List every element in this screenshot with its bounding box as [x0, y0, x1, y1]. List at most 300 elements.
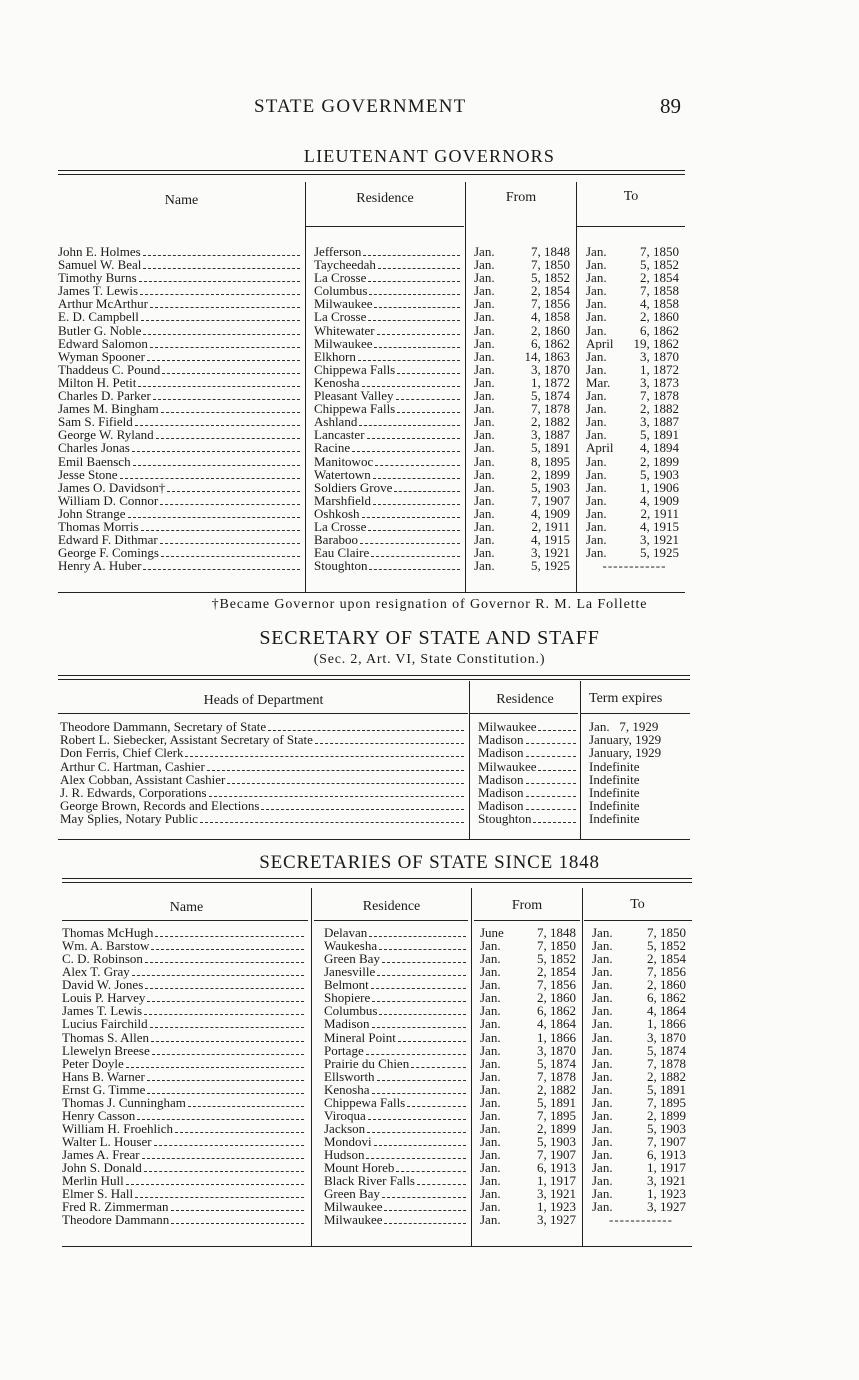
col-header-sec-from: From [511, 898, 543, 913]
from-cell-month: Jan. [480, 1121, 501, 1135]
secretary-staff-table [58, 675, 690, 841]
residence-cell-text: Stoughton [314, 559, 368, 574]
leader-dots [185, 756, 464, 757]
from-cell-month: Jan. [480, 1030, 501, 1044]
to-cell-month: Jan. [586, 284, 607, 298]
to-cell-day-year: 2, 1854 [647, 952, 686, 966]
table-row [58, 441, 685, 454]
from-cell [474, 520, 574, 533]
term-cell: Indefinite [589, 812, 640, 826]
leader-dots [417, 1184, 466, 1185]
name-cell-text: Lucius Fairchild [62, 1017, 148, 1032]
to-cell-month: Jan. [586, 506, 607, 520]
residence-cell-text: Prairie du Chien [324, 1056, 410, 1071]
to-cell [586, 441, 683, 454]
leader-dots [144, 1014, 304, 1015]
from-cell-day-year: 5, 1903 [531, 480, 570, 494]
name-cell-text: David W. Jones [62, 978, 144, 993]
table-row [62, 952, 692, 965]
leader-dots [394, 491, 460, 492]
table-row [62, 1148, 692, 1161]
from-cell-day-year: 7, 1907 [531, 493, 570, 507]
leader-dots [397, 373, 460, 374]
leader-dots [368, 320, 460, 321]
leader-dots [160, 543, 300, 544]
to-cell-day-year: 2, 1882 [640, 402, 679, 416]
from-cell-day-year: 1, 1872 [531, 375, 570, 390]
col-header-residence: Residence [356, 191, 414, 206]
to-cell-month: Jan. [592, 1135, 613, 1149]
to-cell [586, 520, 683, 533]
from-cell-day-year: 7, 1907 [537, 1148, 576, 1162]
table-row [58, 324, 685, 337]
residence-cell-text: Shopiere [324, 991, 371, 1006]
residence-cell-text: Columbus [314, 284, 368, 299]
leader-dots [372, 1093, 467, 1094]
name-cell-text: John E. Holmes [58, 245, 141, 259]
leader-dots [411, 1067, 466, 1068]
to-cell-day-year: 5, 1903 [647, 1121, 686, 1135]
to-cell [592, 1200, 690, 1213]
name-cell-text: Ernst G. Timme [62, 1082, 146, 1097]
from-cell [474, 494, 574, 507]
table-row [58, 559, 685, 572]
table-row [58, 245, 685, 258]
leader-dots [132, 975, 304, 976]
from-cell-month: Jan. [474, 336, 495, 350]
residence-cell-text: Soldiers Grove [314, 480, 393, 495]
table-row [58, 428, 685, 441]
leader-dots [175, 1132, 304, 1133]
from-cell [480, 965, 580, 978]
from-cell-month: June [480, 926, 504, 940]
to-cell-day-year: 5, 1891 [647, 1082, 686, 1096]
from-cell-day-year: 2, 1899 [537, 1121, 576, 1135]
to-cell [592, 1148, 690, 1161]
from-cell [480, 1017, 580, 1030]
name-cell-text: George W. Ryland [58, 428, 154, 443]
leader-dots [161, 556, 300, 557]
to-cell-month: Jan. [586, 493, 607, 507]
from-cell [480, 1109, 580, 1122]
leader-dots [397, 412, 460, 413]
secretaries-table [62, 878, 692, 1248]
from-cell [480, 1122, 580, 1135]
from-cell-month: Jan. [480, 1043, 501, 1057]
table-row [58, 271, 685, 284]
leader-dots [375, 465, 460, 466]
leader-dots [142, 1158, 304, 1159]
from-cell-month: Jan. [480, 991, 501, 1005]
residence-cell-text: Madison [478, 799, 524, 814]
from-cell-day-year: 6, 1862 [531, 336, 570, 350]
department-cell-text: May Splies, Notary Public [60, 812, 198, 827]
residence-cell-text: Jackson [324, 1121, 366, 1136]
table-row [62, 1122, 692, 1135]
to-cell-month: Jan. [592, 1148, 613, 1162]
from-cell-month: Jan. [474, 389, 495, 403]
to-cell [592, 1096, 690, 1109]
leader-dots [154, 1145, 304, 1146]
leader-dots [133, 465, 300, 466]
table-row [58, 337, 685, 350]
name-cell-text: James T. Lewis [58, 284, 139, 299]
to-cell [586, 494, 683, 507]
from-cell [474, 350, 574, 363]
leader-dots [161, 412, 300, 413]
to-cell [592, 926, 690, 939]
name-cell-text: Henry A. Huber [58, 559, 142, 574]
to-cell-month: Jan. [592, 978, 613, 992]
name-cell-text: James O. Davidson† [58, 480, 166, 495]
residence-cell-text: Stoughton [478, 812, 532, 827]
from-cell [480, 1213, 580, 1226]
from-cell-day-year: 3, 1870 [531, 362, 570, 376]
leader-dots [372, 1027, 467, 1028]
from-cell-day-year: 6, 1862 [537, 1004, 576, 1018]
table-row [62, 1070, 692, 1083]
leader-dots [126, 1184, 304, 1185]
from-cell [480, 1161, 580, 1174]
to-cell-day-year: 7, 1850 [647, 926, 686, 940]
table-row [58, 533, 685, 546]
from-cell-month: Jan. [474, 284, 495, 298]
residence-cell-text: Milwaukee [478, 759, 537, 774]
to-cell [592, 1187, 690, 1200]
from-cell [474, 376, 574, 389]
from-cell [480, 1174, 580, 1187]
from-cell [480, 1096, 580, 1109]
from-cell-day-year: 5, 1925 [531, 559, 570, 573]
from-cell-month: Jan. [480, 1069, 501, 1083]
name-cell-text: Edward F. Dithmar [58, 533, 158, 548]
to-cell-day-year: 7, 1878 [647, 1056, 686, 1070]
leader-dots [145, 962, 304, 963]
name-cell-text: Charles Jonas [58, 441, 130, 456]
leader-dots [352, 451, 460, 452]
name-cell-text: Thomas J. Cunningham [62, 1095, 186, 1110]
from-cell [474, 363, 574, 376]
leader-dots [151, 1041, 304, 1042]
footnote: †Became Governor upon resignation of Governor R. M. La Follette [211, 597, 648, 612]
leader-dots [315, 743, 464, 744]
to-cell-month: Jan. [586, 362, 607, 376]
table-row [58, 350, 685, 363]
leader-dots [371, 988, 466, 989]
to-cell-day-year: 3, 1921 [640, 533, 679, 547]
leader-dots [373, 478, 460, 479]
to-cell-day-year: 4, 1909 [640, 493, 679, 507]
to-cell-day-year: 5, 1874 [647, 1043, 686, 1057]
to-cell [592, 1004, 690, 1017]
to-cell-day-year: 2, 1860 [640, 310, 679, 324]
from-cell-day-year: 7, 1850 [531, 258, 570, 272]
leader-dots [368, 1119, 466, 1120]
leader-dots [526, 809, 577, 810]
to-cell-month: Jan. [586, 415, 607, 429]
table-row [58, 376, 685, 389]
to-cell [592, 965, 690, 978]
to-cell [592, 1031, 690, 1044]
department-cell [60, 812, 466, 827]
leader-dots [526, 743, 577, 744]
leader-dots [362, 517, 460, 518]
table-row [62, 939, 692, 952]
name-cell-text: E. D. Campbell [58, 310, 139, 325]
table-row [58, 760, 690, 773]
to-cell-day-year: 3, 1870 [647, 1030, 686, 1044]
name-cell-text: George F. Comings [58, 546, 159, 561]
to-cell-day-year: 7, 1895 [647, 1095, 686, 1109]
table-row [58, 481, 685, 494]
to-cell-day-year: 7, 1856 [647, 965, 686, 979]
leader-dots [126, 1067, 304, 1068]
department-cell-text: Don Ferris, Chief Clerk [60, 746, 184, 761]
table-row [58, 415, 685, 428]
leader-dots [144, 1171, 304, 1172]
leader-dots [358, 360, 460, 361]
leader-dots [143, 255, 300, 256]
residence-cell-text: Jefferson [314, 245, 362, 259]
leader-dots [143, 268, 300, 269]
from-cell [480, 1004, 580, 1017]
residence-cell-text: Taycheedah [314, 258, 376, 273]
table-row [62, 1174, 692, 1187]
to-cell [586, 258, 683, 271]
to-cell [586, 310, 683, 323]
to-cell [592, 952, 690, 965]
to-cell-month: Jan. [586, 258, 607, 272]
residence-cell-text: Milwaukee [324, 1200, 383, 1215]
to-cell [586, 245, 683, 258]
to-cell [592, 1122, 690, 1135]
to-cell [592, 1044, 690, 1057]
from-cell-day-year: 2, 1899 [531, 467, 570, 481]
leader-dots [377, 334, 460, 335]
table-row [62, 1017, 692, 1030]
table-row [62, 991, 692, 1004]
table-row [62, 1200, 692, 1213]
name-cell-text: Henry Casson [62, 1108, 136, 1123]
from-cell-day-year: 3, 1870 [537, 1043, 576, 1057]
leader-dots [384, 1210, 466, 1211]
from-cell-day-year: 4, 1909 [531, 506, 570, 520]
leader-dots [147, 1001, 304, 1002]
from-cell-month: Jan. [474, 375, 495, 390]
residence-cell [478, 812, 578, 827]
name-cell-text: Arthur McArthur [58, 297, 148, 312]
to-cell-month: Jan. [586, 310, 607, 324]
from-cell-month: Jan. [480, 939, 501, 953]
residence-cell-text: Viroqua [324, 1108, 366, 1123]
from-cell-day-year: 2, 1860 [531, 323, 570, 337]
from-cell-day-year: 2, 1911 [531, 519, 570, 534]
to-cell-month: Jan. [592, 1030, 613, 1044]
term-cell: January, 1929 [589, 733, 662, 747]
from-cell-day-year: 5, 1852 [531, 271, 570, 285]
term-cell: Indefinite [589, 772, 640, 786]
leader-dots [150, 347, 300, 348]
from-cell [474, 455, 574, 468]
from-cell-day-year: 6, 1913 [537, 1161, 576, 1175]
from-cell [480, 1057, 580, 1070]
leader-dots [160, 504, 300, 505]
leader-dots [377, 1080, 466, 1081]
to-cell-month: Jan. [592, 926, 613, 940]
from-cell-day-year: 1, 1917 [537, 1174, 576, 1188]
leader-dots [369, 294, 460, 295]
name-cell-text: Walter L. Houser [62, 1135, 152, 1149]
from-cell-day-year: 7, 1895 [537, 1108, 576, 1122]
table-row [62, 978, 692, 991]
residence-cell-text: Baraboo [314, 533, 359, 548]
leader-dots [372, 1001, 466, 1002]
residence-cell-text: Milwaukee [324, 1213, 383, 1228]
from-cell [480, 939, 580, 952]
col-header-sec-residence: Residence [362, 899, 421, 914]
residence-cell-text: Chippewa Falls [314, 362, 396, 377]
from-cell [474, 507, 574, 520]
table-row [58, 507, 685, 520]
leader-dots [135, 1197, 304, 1198]
col-header-term: Term expires [589, 691, 663, 706]
leader-dots [363, 255, 460, 256]
leader-dots [140, 294, 300, 295]
name-cell-text: Wyman Spooner [58, 349, 145, 364]
to-cell-empty: ------------ [609, 1213, 673, 1227]
residence-cell-text: Madison [478, 772, 524, 787]
to-cell-month: Jan. [592, 965, 613, 979]
from-cell [474, 559, 574, 572]
from-cell-day-year: 2, 1882 [531, 415, 570, 429]
term-cell: Indefinite [589, 759, 640, 773]
department-cell-text: Arthur C. Hartman, Cashier [60, 759, 205, 774]
from-cell-month: Jan. [474, 323, 495, 337]
leader-dots [533, 822, 576, 823]
name-cell-text: Merlin Hull [62, 1174, 124, 1189]
residence-cell-text: Whitewater [314, 323, 375, 338]
from-cell [480, 1070, 580, 1083]
residence-cell-text: Watertown [314, 467, 371, 482]
to-cell-day-year: 2, 1911 [640, 506, 679, 520]
from-cell [480, 1031, 580, 1044]
table-row [58, 297, 685, 310]
to-cell-month: Jan. [586, 245, 607, 259]
from-cell-day-year: 4, 1915 [531, 533, 570, 547]
residence-cell-text: Pleasant Valley [314, 389, 394, 404]
from-cell-month: Jan. [480, 1135, 501, 1149]
from-cell [474, 245, 574, 258]
to-cell-day-year: 3, 1887 [640, 415, 679, 429]
table-row [58, 746, 690, 759]
from-cell-month: Jan. [474, 480, 495, 494]
leader-dots [147, 1093, 304, 1094]
to-cell-month: Mar. [586, 375, 611, 390]
from-cell-month: Jan. [474, 310, 495, 324]
to-cell-day-year: 5, 1852 [647, 939, 686, 953]
residence-cell-text: Milwaukee [314, 336, 373, 351]
leader-dots [382, 962, 466, 963]
from-cell [474, 546, 574, 559]
lt-governors-title: LIEUTENANT GOVERNORS [303, 146, 556, 166]
from-cell [474, 389, 574, 402]
to-cell-day-year: 7, 1850 [640, 245, 679, 259]
name-cell-text: Jesse Stone [58, 467, 118, 482]
from-cell [480, 1044, 580, 1057]
to-cell-day-year: 3, 1927 [647, 1200, 686, 1214]
from-cell-month: Jan. [474, 467, 495, 481]
to-cell-month: April [586, 441, 614, 455]
to-cell-month: April [586, 336, 614, 350]
name-cell-text: Theodore Dammann [62, 1213, 170, 1228]
term-cell: Jan. 7, 1929 [589, 720, 659, 734]
from-cell-day-year: 1, 1866 [537, 1030, 576, 1044]
col-header-staff-residence: Residence [496, 692, 554, 707]
name-cell-text: Milton H. Petit [58, 375, 137, 390]
leader-dots [367, 438, 460, 439]
table-row [62, 1044, 692, 1057]
from-cell-month: Jan. [474, 546, 495, 560]
to-cell-month: Jan. [586, 467, 607, 481]
to-cell-month: Jan. [592, 952, 613, 966]
to-cell-day-year: 3, 1870 [640, 349, 679, 363]
to-cell-month: Jan. [592, 1095, 613, 1109]
from-cell-day-year: 5, 1852 [537, 952, 576, 966]
residence-cell-text: Milwaukee [478, 720, 537, 734]
from-cell-month: Jan. [474, 349, 495, 363]
table-row [58, 468, 685, 481]
leader-dots [377, 975, 466, 976]
department-cell-text: Robert L. Siebecker, Assistant Secretary of State [60, 733, 313, 748]
residence-cell [314, 559, 462, 574]
to-cell-day-year: 2, 1899 [647, 1108, 686, 1122]
from-cell-day-year: 7, 1856 [537, 978, 576, 992]
from-cell-month: Jan. [480, 1095, 501, 1109]
to-cell-month: Jan. [586, 533, 607, 547]
from-cell [480, 926, 580, 939]
department-cell-text: Alex Cobban, Assistant Cashier [60, 772, 226, 787]
name-cell-text: Alex T. Gray [62, 965, 130, 980]
to-cell [586, 481, 683, 494]
table-row [62, 1083, 692, 1096]
secretaries-title: SECRETARIES OF STATE SINCE 1848 [259, 852, 600, 873]
leader-dots [145, 988, 304, 989]
from-cell-month: Jan. [474, 519, 495, 534]
term-cell: Indefinite [589, 785, 640, 800]
from-cell [474, 533, 574, 546]
from-cell [480, 1148, 580, 1161]
from-cell-day-year: 5, 1874 [537, 1056, 576, 1070]
to-cell-day-year: 4, 1858 [640, 297, 679, 311]
residence-cell-text: Mount Horeb [324, 1161, 395, 1176]
to-cell-day-year: 1, 1866 [647, 1017, 686, 1031]
table-row [62, 1031, 692, 1044]
table-row [62, 965, 692, 978]
to-cell [592, 978, 690, 991]
to-cell [592, 1057, 690, 1070]
from-cell-day-year: 4, 1864 [537, 1017, 576, 1031]
page-number: 89 [660, 94, 681, 118]
name-cell-text: William H. Froehlich [62, 1121, 174, 1136]
from-cell-day-year: 3, 1887 [531, 428, 570, 442]
secretary-staff-rows [58, 720, 690, 826]
residence-cell-text: Racine [314, 441, 351, 456]
from-cell-day-year: 14, 1863 [524, 349, 570, 363]
residence-cell-text: Green Bay [324, 952, 380, 967]
name-cell-text: Hans B. Warner [62, 1069, 145, 1084]
leader-dots [128, 517, 300, 518]
from-cell-day-year: 2, 1854 [537, 965, 576, 979]
